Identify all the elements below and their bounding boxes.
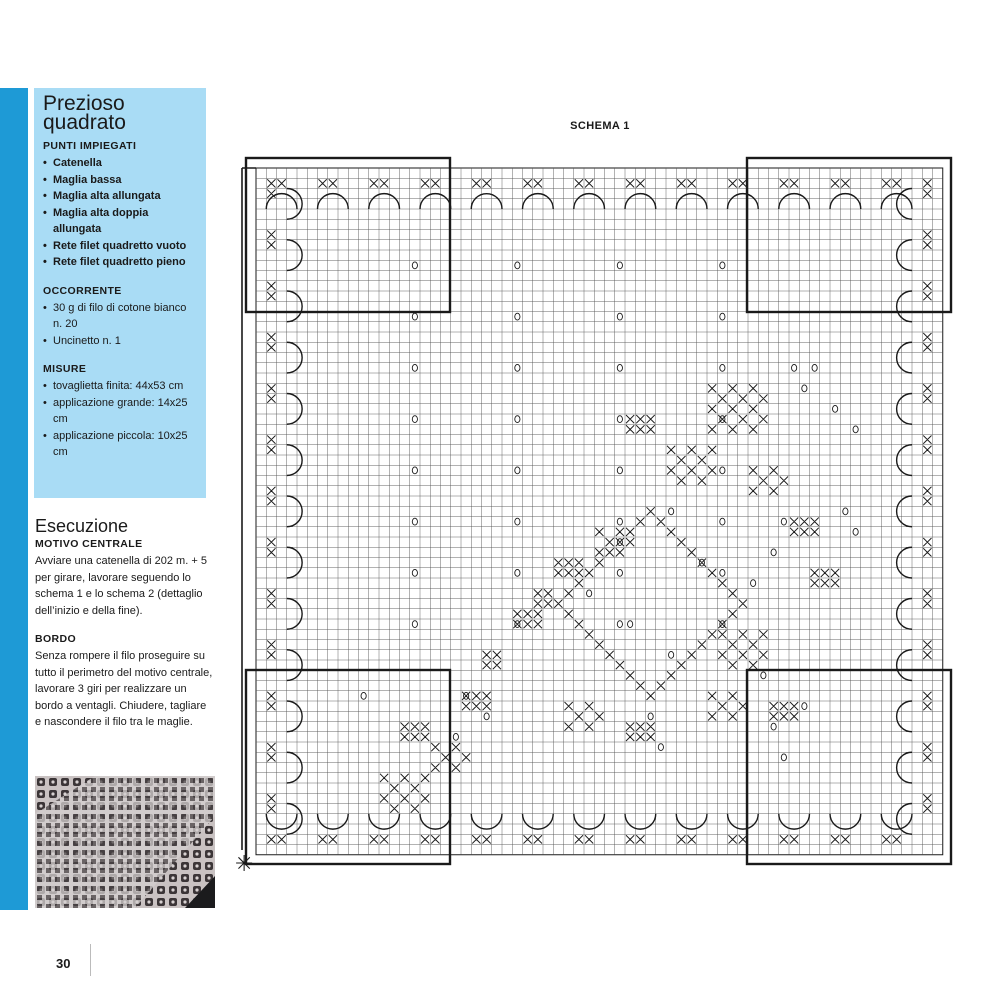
section-misure	[43, 363, 198, 461]
page-title: Prezioso quadrato	[43, 92, 126, 134]
section-punti	[43, 140, 198, 271]
list-item: • Maglia alta allungata	[43, 188, 198, 205]
bordo-heading: BORDO	[35, 633, 77, 645]
page-divider	[90, 944, 91, 976]
bordo-text: Senza rompere il filo proseguire su tutto il perimetro del motivo centrale, lavorare 3 giri per realizzare un bordo a ventagli. Chiudere, tagliare e nascondere il filo tra le maglie.	[35, 650, 213, 728]
schema-title: SCHEMA 1	[570, 120, 630, 132]
start-marker	[235, 852, 253, 877]
list-item: • tovaglietta finita: 44x53 cm	[43, 378, 198, 395]
page-number: 30	[56, 956, 71, 971]
motivo-text: Avviare una catenella di 202 m. + 5 per girare, lavorare seguendo lo schema 1 e lo schema 2 (dettaglio dell’inizio e della fine).	[35, 555, 207, 617]
lace-photo	[35, 776, 215, 908]
list-item: • Catenella	[43, 155, 198, 172]
section-occorrente-heading: OCCORRENTE	[43, 284, 122, 297]
list-item: • Uncinetto n. 1	[43, 333, 198, 350]
section-misure-heading: MISURE	[43, 363, 87, 375]
execution-title: Esecuzione	[35, 516, 129, 536]
list-item: • applicazione piccola: 10x25 cm	[43, 428, 198, 461]
chart-grid-fill	[256, 168, 943, 855]
section-punti-heading: PUNTI IMPIEGATI	[43, 140, 137, 152]
motivo-heading: MOTIVO CENTRALE	[35, 538, 143, 550]
execution-section	[35, 516, 215, 745]
lace-photo-image	[35, 776, 215, 908]
start-marker-symbol: ✳	[235, 852, 254, 877]
list-item: • applicazione grande: 14x25 cm	[43, 395, 198, 428]
list-item: • Maglia bassa	[43, 172, 198, 189]
list-item: • Rete filet quadretto vuoto	[43, 238, 198, 255]
punti-list	[43, 155, 198, 271]
info-box	[34, 88, 206, 498]
filet-chart	[230, 150, 960, 880]
section-occorrente	[43, 285, 198, 350]
list-item: • Rete filet quadretto pieno	[43, 254, 198, 271]
list-item: • 30 g di filo di cotone bianco n. 20	[43, 300, 198, 333]
side-color-strip	[0, 88, 28, 910]
misure-list	[43, 378, 198, 461]
occorrente-list	[43, 300, 198, 350]
list-item: • Maglia alta doppia allungata	[43, 205, 198, 238]
